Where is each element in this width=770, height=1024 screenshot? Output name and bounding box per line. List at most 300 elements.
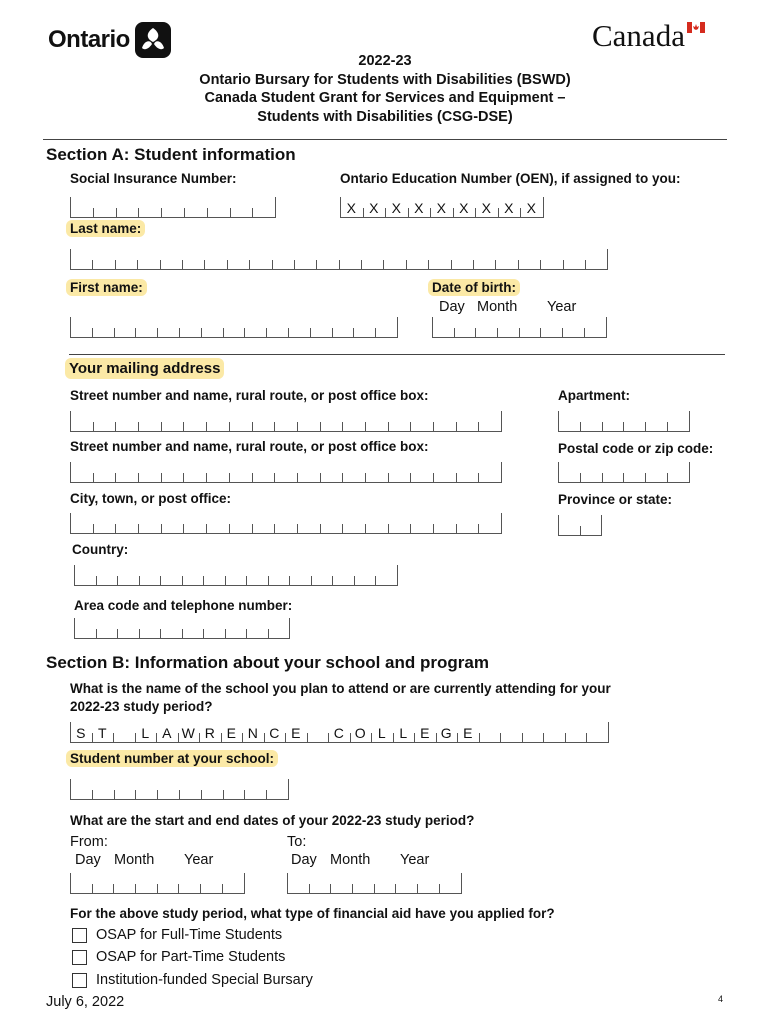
- section-a-title: Section A: Student information: [46, 145, 296, 164]
- char-box[interactable]: [139, 565, 161, 585]
- char-box[interactable]: [288, 317, 310, 337]
- char-box[interactable]: [229, 462, 252, 482]
- char-box[interactable]: [332, 317, 354, 337]
- from-month-label: Month: [114, 852, 155, 868]
- char-box[interactable]: [92, 779, 114, 799]
- char-box[interactable]: [354, 565, 376, 585]
- char-box[interactable]: [203, 618, 225, 638]
- char-box[interactable]: [182, 565, 204, 585]
- char-box-end: [501, 462, 502, 482]
- char-box[interactable]: [70, 779, 92, 799]
- char-box[interactable]: [92, 873, 114, 893]
- char-box[interactable]: X: [498, 197, 521, 217]
- char-box[interactable]: W: [178, 722, 200, 742]
- char-box[interactable]: [70, 513, 93, 533]
- char-box[interactable]: [332, 565, 354, 585]
- char-box[interactable]: [558, 515, 580, 535]
- mailing-label: Your mailing address: [65, 360, 224, 377]
- title-line1: Ontario Bursary for Students with Disabilities (BSWD): [199, 71, 571, 88]
- first-name-field[interactable]: [70, 317, 398, 338]
- char-box[interactable]: [410, 513, 433, 533]
- canada-wordmark: Canada: [592, 18, 685, 53]
- char-box[interactable]: O: [350, 722, 372, 742]
- char-box[interactable]: [135, 779, 157, 799]
- char-box[interactable]: [93, 513, 116, 533]
- char-box[interactable]: [339, 249, 361, 269]
- option-institution-bursary[interactable]: [72, 972, 313, 988]
- title-year: 2022-23: [358, 53, 412, 69]
- char-box[interactable]: X: [340, 197, 363, 217]
- char-box[interactable]: [96, 618, 118, 638]
- char-box[interactable]: [114, 317, 136, 337]
- char-box[interactable]: [585, 249, 607, 269]
- char-box[interactable]: [395, 873, 417, 893]
- char-box[interactable]: [179, 317, 201, 337]
- char-box[interactable]: [70, 873, 92, 893]
- title-rule: [43, 139, 727, 140]
- city-label: City, town, or post office:: [70, 491, 231, 506]
- char-box[interactable]: [93, 411, 116, 431]
- char-box[interactable]: [388, 513, 411, 533]
- char-box[interactable]: [93, 462, 116, 482]
- oen-field[interactable]: [340, 197, 544, 218]
- char-box[interactable]: [353, 317, 375, 337]
- char-box[interactable]: [667, 411, 689, 431]
- char-box[interactable]: [272, 249, 294, 269]
- char-box[interactable]: X: [408, 197, 431, 217]
- char-box-end: [461, 873, 462, 893]
- char-box[interactable]: [178, 873, 200, 893]
- char-box-end: [601, 515, 602, 535]
- char-box[interactable]: [252, 411, 275, 431]
- char-box[interactable]: [294, 249, 316, 269]
- from-year-label: Year: [184, 852, 214, 868]
- char-box[interactable]: [225, 618, 247, 638]
- province-field[interactable]: [558, 515, 602, 536]
- char-box[interactable]: [160, 565, 182, 585]
- char-box[interactable]: [479, 722, 501, 742]
- char-box[interactable]: [580, 411, 602, 431]
- char-box[interactable]: [115, 513, 138, 533]
- char-box[interactable]: [227, 249, 249, 269]
- char-box[interactable]: [116, 197, 139, 217]
- char-box[interactable]: [342, 411, 365, 431]
- to-date-field[interactable]: [287, 873, 462, 894]
- char-box[interactable]: [432, 317, 454, 337]
- char-box[interactable]: [623, 462, 645, 482]
- char-box[interactable]: [203, 565, 225, 585]
- char-box[interactable]: [375, 317, 397, 337]
- char-box-end: [607, 249, 608, 269]
- char-box[interactable]: [161, 411, 184, 431]
- char-box[interactable]: [580, 462, 602, 482]
- to-month-label: Month: [330, 852, 371, 868]
- char-box[interactable]: [388, 462, 411, 482]
- student-number-field[interactable]: [70, 779, 289, 800]
- char-box[interactable]: [562, 317, 584, 337]
- char-box[interactable]: [117, 618, 139, 638]
- char-box[interactable]: [206, 513, 229, 533]
- school-question-line1: What is the name of the school you plan to attend or are currently attending for your: [70, 681, 611, 696]
- char-box[interactable]: [70, 317, 92, 337]
- char-box[interactable]: [74, 565, 96, 585]
- city-field[interactable]: [70, 513, 502, 534]
- char-box[interactable]: [115, 411, 138, 431]
- char-box[interactable]: [584, 317, 606, 337]
- char-box[interactable]: [183, 462, 206, 482]
- char-box[interactable]: [74, 618, 96, 638]
- title-line3: Students with Disabilities (CSG-DSE): [257, 108, 513, 125]
- char-box-end: [397, 317, 398, 337]
- char-box[interactable]: [157, 779, 179, 799]
- char-box[interactable]: [365, 462, 388, 482]
- char-box[interactable]: [623, 411, 645, 431]
- char-box[interactable]: [184, 197, 207, 217]
- char-box[interactable]: [200, 873, 222, 893]
- char-box[interactable]: [540, 249, 562, 269]
- option-label: Institution-funded Special Bursary: [96, 972, 313, 989]
- page-number: 4: [718, 994, 724, 1004]
- char-box[interactable]: [135, 317, 157, 337]
- ontario-wordmark: Ontario: [48, 26, 130, 53]
- char-box[interactable]: E: [457, 722, 479, 742]
- char-box[interactable]: [330, 873, 352, 893]
- char-box[interactable]: [115, 249, 137, 269]
- char-box-end: [606, 317, 607, 337]
- char-box[interactable]: [222, 873, 244, 893]
- char-box[interactable]: [135, 873, 157, 893]
- char-box-end: [244, 873, 245, 893]
- char-box[interactable]: [244, 779, 266, 799]
- sin-field[interactable]: [70, 197, 276, 218]
- char-box[interactable]: X: [430, 197, 453, 217]
- char-box[interactable]: X: [363, 197, 386, 217]
- char-box[interactable]: [311, 565, 333, 585]
- char-box[interactable]: [297, 462, 320, 482]
- char-box[interactable]: [207, 197, 230, 217]
- oen-label: Ontario Education Number (OEN), if assigned to you:: [340, 171, 681, 186]
- char-box[interactable]: [252, 513, 275, 533]
- dob-field[interactable]: [432, 317, 607, 338]
- char-box[interactable]: L: [135, 722, 157, 742]
- char-box[interactable]: [473, 249, 495, 269]
- char-box[interactable]: [179, 779, 201, 799]
- char-box[interactable]: [289, 565, 311, 585]
- char-box[interactable]: [540, 317, 562, 337]
- char-box[interactable]: [70, 411, 93, 431]
- aid-question: For the above study period, what type of financial aid have you applied for?: [70, 906, 555, 921]
- dob-day-label: Day: [439, 299, 465, 315]
- char-box[interactable]: [115, 462, 138, 482]
- char-box[interactable]: [456, 411, 479, 431]
- char-box-end: [501, 513, 502, 533]
- char-box-end: [608, 722, 609, 742]
- char-box[interactable]: [478, 411, 501, 431]
- char-box[interactable]: [266, 779, 288, 799]
- char-box[interactable]: [138, 462, 161, 482]
- char-box-end: [275, 197, 276, 217]
- char-box[interactable]: [157, 317, 179, 337]
- char-box[interactable]: [201, 779, 223, 799]
- char-box[interactable]: L: [371, 722, 393, 742]
- char-box[interactable]: [375, 565, 397, 585]
- char-box[interactable]: [297, 513, 320, 533]
- char-box[interactable]: [645, 462, 667, 482]
- from-date-field[interactable]: [70, 873, 245, 894]
- char-box[interactable]: [563, 249, 585, 269]
- char-box[interactable]: [602, 411, 624, 431]
- school-question-line2: 2022-23 study period?: [70, 699, 213, 714]
- char-box[interactable]: [558, 462, 580, 482]
- section-b-title: Section B: Information about your school and program: [46, 653, 489, 672]
- street2-field[interactable]: [70, 462, 502, 483]
- option-osap-part-time[interactable]: [72, 949, 285, 965]
- char-box[interactable]: [565, 722, 587, 742]
- char-box-end: [397, 565, 398, 585]
- char-box[interactable]: N: [242, 722, 264, 742]
- phone-field[interactable]: [74, 618, 290, 639]
- char-box[interactable]: [667, 462, 689, 482]
- phone-label: Area code and telephone number:: [74, 598, 293, 613]
- char-box[interactable]: [365, 411, 388, 431]
- char-box[interactable]: [70, 197, 93, 217]
- street1-label: Street number and name, rural route, or post office box:: [70, 388, 429, 403]
- char-box[interactable]: [204, 249, 226, 269]
- char-box[interactable]: [478, 513, 501, 533]
- char-box[interactable]: [244, 317, 266, 337]
- char-box[interactable]: [230, 197, 253, 217]
- char-box-end: [289, 618, 290, 638]
- char-box[interactable]: [160, 249, 182, 269]
- flag-icon: [687, 22, 705, 33]
- char-box[interactable]: [519, 317, 541, 337]
- char-box[interactable]: [114, 779, 136, 799]
- char-box[interactable]: [433, 411, 456, 431]
- char-box[interactable]: [428, 249, 450, 269]
- char-box[interactable]: X: [385, 197, 408, 217]
- char-box[interactable]: [478, 462, 501, 482]
- option-label: OSAP for Full-Time Students: [96, 927, 283, 944]
- option-osap-full-time[interactable]: [72, 927, 282, 943]
- char-box[interactable]: E: [285, 722, 307, 742]
- dob-year-label: Year: [547, 299, 577, 315]
- char-box[interactable]: [229, 513, 252, 533]
- char-box[interactable]: [500, 722, 522, 742]
- char-box[interactable]: [316, 249, 338, 269]
- char-box[interactable]: G: [436, 722, 458, 742]
- char-box[interactable]: X: [475, 197, 498, 217]
- checkbox-osap-full-time[interactable]: [72, 928, 87, 943]
- char-box[interactable]: [320, 411, 343, 431]
- char-box[interactable]: [92, 249, 114, 269]
- char-box[interactable]: [182, 618, 204, 638]
- char-box[interactable]: [161, 462, 184, 482]
- char-box[interactable]: [475, 317, 497, 337]
- char-box[interactable]: [383, 249, 405, 269]
- char-box[interactable]: R: [199, 722, 221, 742]
- char-box[interactable]: [201, 317, 223, 337]
- char-box[interactable]: [602, 462, 624, 482]
- char-box[interactable]: [268, 618, 290, 638]
- char-box[interactable]: T: [92, 722, 114, 742]
- char-box[interactable]: [456, 513, 479, 533]
- char-box[interactable]: [266, 317, 288, 337]
- footer-date: July 6, 2022: [46, 994, 125, 1010]
- char-box[interactable]: [417, 873, 439, 893]
- char-box[interactable]: [96, 565, 118, 585]
- char-box[interactable]: [558, 411, 580, 431]
- option-label: OSAP for Part-Time Students: [96, 949, 286, 966]
- postal-field[interactable]: [558, 462, 690, 483]
- char-box[interactable]: [161, 513, 184, 533]
- char-box[interactable]: [274, 411, 297, 431]
- to-year-label: Year: [400, 852, 430, 868]
- char-box[interactable]: [93, 197, 116, 217]
- last-name-field[interactable]: [70, 249, 608, 270]
- char-box[interactable]: [138, 197, 161, 217]
- char-box[interactable]: [137, 249, 159, 269]
- char-box[interactable]: E: [221, 722, 243, 742]
- char-box-end: [501, 411, 502, 431]
- char-box[interactable]: [451, 249, 473, 269]
- char-box[interactable]: [249, 249, 271, 269]
- char-box[interactable]: E: [414, 722, 436, 742]
- char-box[interactable]: [182, 249, 204, 269]
- char-box[interactable]: [92, 317, 114, 337]
- char-box[interactable]: [645, 411, 667, 431]
- char-box[interactable]: [433, 462, 456, 482]
- checkbox-institution-bursary[interactable]: [72, 973, 87, 988]
- char-box[interactable]: [365, 513, 388, 533]
- char-box[interactable]: [183, 411, 206, 431]
- char-box[interactable]: [223, 779, 245, 799]
- apartment-label: Apartment:: [558, 388, 631, 403]
- char-box[interactable]: [439, 873, 461, 893]
- from-label: From:: [70, 834, 108, 850]
- char-box[interactable]: [297, 411, 320, 431]
- mailing-rule: [69, 354, 725, 355]
- char-box[interactable]: [310, 317, 332, 337]
- char-box[interactable]: [157, 873, 179, 893]
- char-box[interactable]: [206, 462, 229, 482]
- char-box[interactable]: [113, 873, 135, 893]
- char-box[interactable]: [274, 462, 297, 482]
- char-box[interactable]: [268, 565, 290, 585]
- from-day-label: Day: [75, 852, 101, 868]
- checkbox-osap-part-time[interactable]: [72, 950, 87, 965]
- canada-logo: [592, 18, 685, 54]
- char-box[interactable]: [307, 722, 329, 742]
- char-box[interactable]: X: [453, 197, 476, 217]
- to-day-label: Day: [291, 852, 317, 868]
- school-name-field[interactable]: [70, 722, 609, 743]
- char-box[interactable]: [522, 722, 544, 742]
- char-box[interactable]: [361, 249, 383, 269]
- title-line2: Canada Student Grant for Services and Equipment –: [204, 90, 566, 106]
- char-box[interactable]: [138, 513, 161, 533]
- char-box[interactable]: [246, 565, 268, 585]
- char-box[interactable]: [410, 462, 433, 482]
- char-box[interactable]: [70, 462, 93, 482]
- char-box[interactable]: [274, 513, 297, 533]
- char-box[interactable]: [320, 513, 343, 533]
- street2-label: Street number and name, rural route, or post office box:: [70, 439, 429, 454]
- apartment-field[interactable]: [558, 411, 690, 432]
- char-box[interactable]: [70, 249, 92, 269]
- char-box[interactable]: [252, 197, 275, 217]
- char-box[interactable]: [139, 618, 161, 638]
- char-box[interactable]: [246, 618, 268, 638]
- char-box-end: [689, 462, 690, 482]
- char-box[interactable]: [495, 249, 517, 269]
- char-box[interactable]: [410, 411, 433, 431]
- char-box[interactable]: [543, 722, 565, 742]
- char-box[interactable]: [138, 411, 161, 431]
- dates-question: What are the start and end dates of your 2022-23 study period?: [70, 813, 475, 828]
- char-box[interactable]: [160, 618, 182, 638]
- char-box[interactable]: C: [264, 722, 286, 742]
- char-box[interactable]: [388, 411, 411, 431]
- char-box[interactable]: [117, 565, 139, 585]
- char-box[interactable]: [586, 722, 608, 742]
- province-label: Province or state:: [558, 492, 673, 507]
- char-box[interactable]: [518, 249, 540, 269]
- char-box[interactable]: [206, 411, 229, 431]
- first-name-label: First name:: [66, 280, 147, 295]
- country-label: Country:: [72, 542, 129, 557]
- dob-month-label: Month: [477, 299, 518, 315]
- char-box[interactable]: [454, 317, 476, 337]
- char-box[interactable]: [161, 197, 184, 217]
- char-box[interactable]: [580, 515, 602, 535]
- char-box-end: [288, 779, 289, 799]
- sin-label: Social Insurance Number:: [70, 171, 237, 186]
- char-box[interactable]: [497, 317, 519, 337]
- char-box[interactable]: [342, 513, 365, 533]
- char-box[interactable]: [374, 873, 396, 893]
- street1-field[interactable]: [70, 411, 502, 432]
- char-box[interactable]: [433, 513, 456, 533]
- char-box[interactable]: L: [393, 722, 415, 742]
- char-box[interactable]: [183, 513, 206, 533]
- char-box[interactable]: X: [520, 197, 543, 217]
- last-name-label: Last name:: [66, 221, 145, 236]
- char-box[interactable]: [229, 411, 252, 431]
- student-number-label: Student number at your school:: [66, 751, 278, 766]
- country-field[interactable]: [74, 565, 398, 586]
- char-box[interactable]: C: [328, 722, 350, 742]
- char-box[interactable]: [406, 249, 428, 269]
- form-title: [0, 52, 770, 126]
- dob-label: Date of birth:: [428, 280, 520, 295]
- char-box[interactable]: [320, 462, 343, 482]
- char-box[interactable]: [287, 873, 309, 893]
- char-box-end: [543, 197, 544, 217]
- postal-label: Postal code or zip code:: [558, 441, 714, 456]
- char-box[interactable]: [225, 565, 247, 585]
- char-box[interactable]: [309, 873, 331, 893]
- char-box[interactable]: S: [70, 722, 92, 742]
- char-box[interactable]: [113, 722, 135, 742]
- char-box[interactable]: A: [156, 722, 178, 742]
- to-label: To:: [287, 834, 307, 850]
- char-box[interactable]: [342, 462, 365, 482]
- char-box-end: [689, 411, 690, 431]
- char-box[interactable]: [456, 462, 479, 482]
- char-box[interactable]: [352, 873, 374, 893]
- char-box[interactable]: [252, 462, 275, 482]
- char-box[interactable]: [223, 317, 245, 337]
